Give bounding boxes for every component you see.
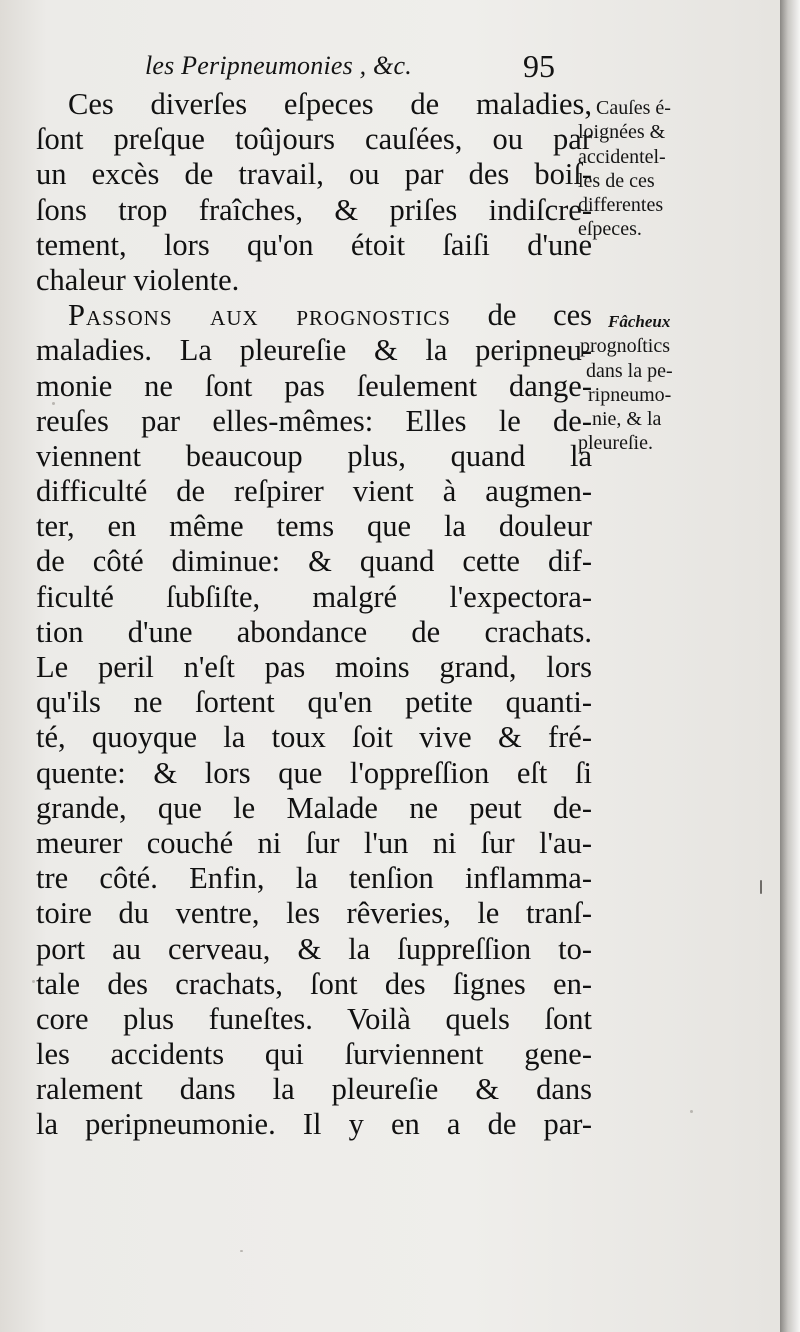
- text-line: grande, que le Malade ne peut de-: [36, 790, 592, 825]
- margin-line: les de ces: [578, 169, 655, 192]
- text-line: les accidents qui ſurviennent gene-: [36, 1037, 592, 1072]
- running-title: les Peripneumonies , &c.: [145, 51, 412, 80]
- text-line: maladies. La pleureſie & la peripneu-: [36, 333, 592, 368]
- text-line: viennent beaucoup plus, quand la: [36, 438, 592, 473]
- text-line: [36, 298, 592, 333]
- text-line: tre côté. Enfin, la tenſion inflamma-: [36, 861, 592, 896]
- margin-line: eſpeces.: [578, 218, 642, 241]
- paragraph-opening: Passons aux prognostics: [68, 298, 451, 333]
- page-header: [145, 50, 575, 90]
- text-line: Le peril n'eſt pas moins grand, lors: [36, 650, 592, 684]
- text-line: ficulté ſubſiſte, malgré l'expectora-: [36, 579, 592, 614]
- text-line: la peripneumonie. Il y en a de par-: [36, 1107, 592, 1142]
- margin-line: prognoſtics: [580, 335, 670, 358]
- text-fragment: de ces: [487, 298, 593, 333]
- text-line: de côté diminue: & quand cette dif-: [36, 544, 592, 579]
- paper-speck: [240, 1250, 243, 1252]
- text-line: tale des crachats, ſont des ſignes en-: [36, 966, 592, 1001]
- text-line: reuſes par elles-mêmes: Elles le de-: [36, 403, 592, 438]
- margin-line: Fâcheux: [608, 312, 671, 331]
- margin-line: ripneumo-: [588, 383, 672, 406]
- page-edge-shadow: [780, 0, 800, 1332]
- text-line: monie ne ſont pas ſeulement dange-: [36, 368, 592, 403]
- text-line: un excès de travail, ou par des boiſ-: [36, 157, 592, 192]
- text-line: ter, en même tems que la douleur: [36, 509, 592, 544]
- text-line: meurer couché ni ſur l'un ni ſur l'au-: [36, 825, 592, 860]
- text-line: difficulté de reſpirer vient à augmen-: [36, 474, 592, 509]
- margin-line: differentes: [578, 194, 664, 217]
- margin-line: Cauſes é-: [596, 97, 671, 119]
- text-line: port au cerveau, & la ſuppreſſion to-: [36, 931, 592, 966]
- margin-line: nie, & la: [592, 408, 662, 431]
- margin-line: pleureſie.: [578, 432, 653, 455]
- margin-note-causes: [578, 96, 706, 242]
- text-line: té, quoyque la toux ſoit vive & fré-: [36, 720, 592, 755]
- text-line: qu'ils ne ſortent qu'en petite quanti-: [36, 685, 592, 720]
- margin-line: loignées &: [578, 121, 666, 144]
- main-text: [36, 87, 592, 1143]
- text-line: tement, lors qu'on étoit ſaiſi d'une: [36, 227, 592, 262]
- text-line: quente: & lors que l'oppreſſion eſt ſi: [36, 755, 592, 790]
- text-line: Ces diverſes eſpeces de maladies,: [68, 87, 592, 121]
- text-line: core plus funeſtes. Voilà quels ſont: [36, 1001, 592, 1036]
- text-line: ralement dans la pleureſie & dans: [36, 1072, 592, 1107]
- page-number: 95: [523, 48, 555, 84]
- paper-speck: [32, 980, 35, 983]
- margin-line: dans la pe-: [586, 359, 673, 382]
- margin-line: accidentel-: [578, 145, 666, 168]
- text-line: chaleur violente.: [36, 262, 240, 297]
- text-line: ſont preſque toûjours cauſées, ou par: [36, 122, 592, 157]
- margin-note-prognostics: [578, 310, 706, 456]
- text-line: ſons trop fraîches, & priſes indiſcre-: [36, 192, 592, 227]
- text-line: toire du ventre, les rêveries, le tranſ-: [36, 896, 592, 931]
- paper-speck: [760, 880, 762, 894]
- text-line: tion d'une abondance de crachats.: [36, 614, 592, 649]
- paper-speck: [690, 1110, 693, 1113]
